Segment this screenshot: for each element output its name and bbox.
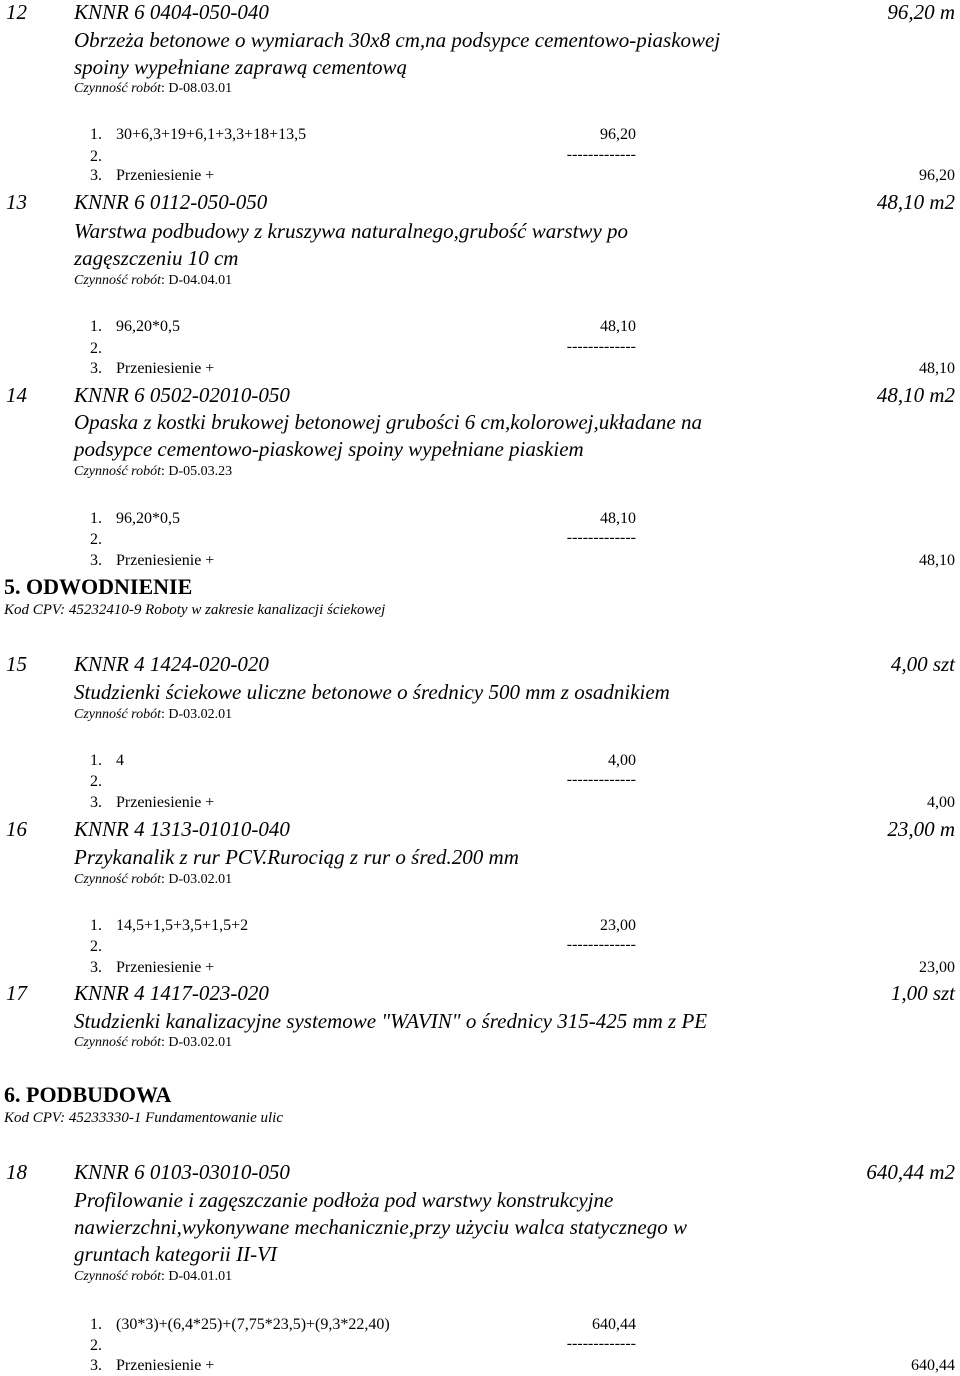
calc-formula: (30*3)+(6,4*25)+(7,75*23,5)+(9,3*22,40): [116, 1316, 390, 1333]
calc-index: 2.: [90, 1337, 102, 1354]
calc-index: 3.: [90, 1357, 102, 1374]
calc-index: 2.: [90, 340, 102, 357]
calc-formula: 96,20*0,5: [116, 318, 180, 335]
item-number: 15: [6, 652, 27, 676]
item-description: podsypce cementowo-piaskowej spoiny wypełniane piaskiem: [74, 437, 584, 461]
item-code: KNNR 6 0502-02010-050: [74, 383, 290, 407]
calc-carry: Przeniesienie +: [116, 167, 215, 184]
calc-total: 48,10: [919, 552, 955, 569]
calc-index: 1.: [90, 126, 102, 143]
calc-formula: 96,20*0,5: [116, 510, 180, 527]
item-description: Opaska z kostki brukowej betonowej grubości 6 cm,kolorowej,układane na: [74, 410, 702, 434]
calc-value: 96,20: [600, 126, 636, 143]
calc-separator: -------------: [566, 1335, 636, 1352]
activity-line: Czynność robót: D-03.02.01: [74, 1035, 233, 1050]
calc-carry: Przeniesienie +: [116, 959, 215, 976]
calc-separator: -------------: [566, 338, 636, 355]
calc-value: 640,44: [592, 1316, 636, 1333]
item-code: KNNR 6 0112-050-050: [74, 190, 268, 214]
calc-index: 1.: [90, 510, 102, 527]
calc-total: 48,10: [919, 360, 955, 377]
calc-index: 3.: [90, 794, 102, 811]
item-description: Warstwa podbudowy z kruszywa naturalnego,grubość warstwy po: [74, 219, 629, 243]
item-code: KNNR 4 1417-023-020: [74, 981, 269, 1005]
calc-value: 23,00: [600, 917, 636, 934]
calc-separator: -------------: [566, 936, 636, 953]
item-description: Studzienki ściekowe uliczne betonowe o średnicy 500 mm z osadnikiem: [74, 680, 670, 704]
item-description: zagęszczeniu 10 cm: [74, 246, 239, 270]
item-number: 13: [6, 190, 27, 214]
item-description: nawierzchni,wykonywane mechanicznie,przy użyciu walca statycznego w: [74, 1215, 687, 1239]
calc-total: 96,20: [919, 167, 955, 184]
calc-index: 1.: [90, 1316, 102, 1333]
calc-carry: Przeniesienie +: [116, 1357, 215, 1374]
calc-total: 23,00: [919, 959, 955, 976]
calc-index: 2.: [90, 148, 102, 165]
item-number: 14: [6, 383, 27, 407]
item-code: KNNR 6 0404-050-040: [74, 0, 269, 24]
item-quantity: 48,10 m2: [876, 383, 955, 407]
calc-separator: -------------: [566, 771, 636, 788]
item-code: KNNR 4 1313-01010-040: [74, 817, 290, 841]
calc-separator: -------------: [566, 146, 636, 163]
item-quantity: 4,00 szt: [890, 652, 955, 676]
item-quantity: 48,10 m2: [876, 190, 955, 214]
section-heading: 6. PODBUDOWA: [4, 1082, 172, 1107]
item-description: Przykanalik z rur PCV.Rurociąg z rur o śred.200 mm: [74, 845, 519, 869]
calc-carry: Przeniesienie +: [116, 360, 215, 377]
item-quantity: 1,00 szt: [890, 981, 955, 1005]
calc-total: 640,44: [911, 1357, 955, 1374]
section-cpv: Kod CPV: 45233330-1 Fundamentowanie ulic: [4, 1110, 283, 1126]
calc-carry: Przeniesienie +: [116, 552, 215, 569]
calc-value: 48,10: [600, 510, 636, 527]
item-number: 17: [6, 981, 27, 1005]
section-heading: 5. ODWODNIENIE: [4, 574, 193, 599]
item-description: Studzienki kanalizacyjne systemowe "WAVIN" o średnicy 315-425 mm z PE: [74, 1009, 708, 1033]
item-quantity: 640,44 m2: [866, 1160, 955, 1184]
calc-index: 3.: [90, 167, 102, 184]
calc-index: 3.: [90, 552, 102, 569]
calc-separator: -------------: [566, 529, 636, 546]
item-quantity: 96,20 m: [887, 0, 955, 24]
item-code: KNNR 4 1424-020-020: [74, 652, 269, 676]
calc-index: 2.: [90, 938, 102, 955]
activity-line: Czynność robót: D-03.02.01: [74, 872, 233, 887]
activity-line: Czynność robót: D-05.03.23: [74, 464, 233, 479]
item-description: gruntach kategorii II-VI: [74, 1242, 277, 1266]
calc-formula: 14,5+1,5+3,5+1,5+2: [116, 917, 249, 934]
item-number: 18: [6, 1160, 27, 1184]
activity-line: Czynność robót: D-03.02.01: [74, 707, 233, 722]
calc-index: 2.: [90, 531, 102, 548]
calc-formula: 4: [116, 752, 124, 769]
calc-index: 2.: [90, 773, 102, 790]
calc-index: 1.: [90, 752, 102, 769]
item-number: 16: [6, 817, 27, 841]
calc-index: 1.: [90, 318, 102, 335]
calc-index: 3.: [90, 959, 102, 976]
activity-line: Czynność robót: D-04.01.01: [74, 1269, 233, 1284]
item-quantity: 23,00 m: [887, 817, 955, 841]
item-description: Obrzeża betonowe o wymiarach 30x8 cm,na podsypce cementowo-piaskowej: [74, 28, 721, 52]
calc-value: 48,10: [600, 318, 636, 335]
activity-line: Czynność robót: D-08.03.01: [74, 81, 233, 96]
calc-formula: 30+6,3+19+6,1+3,3+18+13,5: [116, 126, 307, 143]
calc-carry: Przeniesienie +: [116, 794, 215, 811]
item-code: KNNR 6 0103-03010-050: [74, 1160, 290, 1184]
activity-line: Czynność robót: D-04.04.01: [74, 273, 233, 288]
item-description: spoiny wypełniane zaprawą cementową: [74, 55, 408, 79]
section-cpv: Kod CPV: 45232410-9 Roboty w zakresie kanalizacji ściekowej: [4, 602, 386, 618]
calc-index: 1.: [90, 917, 102, 934]
calc-total: 4,00: [927, 794, 955, 811]
calc-index: 3.: [90, 360, 102, 377]
calc-value: 4,00: [608, 752, 636, 769]
item-number: 12: [6, 0, 27, 24]
item-description: Profilowanie i zagęszczanie podłoża pod warstwy konstrukcyjne: [74, 1188, 614, 1212]
